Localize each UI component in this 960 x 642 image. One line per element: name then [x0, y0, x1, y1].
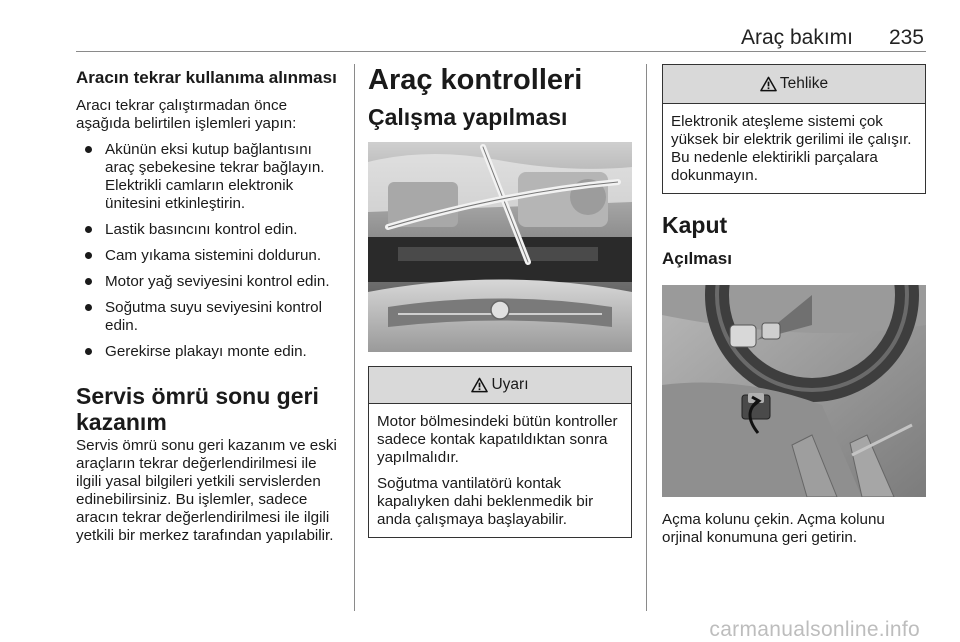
column-divider-right: [646, 64, 647, 611]
header-rule: [76, 51, 926, 52]
list-item: Akünün eksi kutup bağlantısını araç şebekesine tekrar bağlayın. Elektrikli camların elektronik ünitesini etkinleştirin.: [76, 141, 344, 213]
end-of-life-heading: Servis ömrü sonu geri kazanım: [76, 383, 319, 435]
warning-body: [369, 404, 631, 537]
list-item: Gerekirse plakayı monte edin.: [76, 343, 344, 361]
column-left: [76, 64, 344, 545]
reuse-heading: Aracın tekrar kullanıma alınması: [76, 68, 337, 87]
list-item: Cam yıkama sistemini doldurun.: [76, 247, 344, 265]
work-heading: Çalışma yapılması: [368, 104, 568, 130]
watermark: carmanualsonline.info: [709, 618, 920, 641]
danger-title: Tehlike: [779, 75, 829, 92]
warning-text-2: Soğutma vantilatörü kontak kapalıyken dahi beklenmedik bir anda çalışmaya başlayabilir.: [377, 475, 594, 528]
warning-header: [369, 367, 631, 404]
column-right: [662, 64, 926, 547]
warning-text-1: Motor bölmesindeki bütün kontroller sadece kontak kapatıldıktan sonra yapılmalıdır.: [377, 413, 618, 466]
opening-heading: Açılması: [662, 249, 732, 268]
page-header: [0, 0, 960, 52]
danger-header: [663, 65, 925, 104]
danger-box: [662, 64, 926, 194]
reuse-list: [76, 141, 344, 361]
vehicle-checks-heading: Araç kontrolleri: [368, 64, 583, 96]
hood-heading: Kaput: [662, 212, 728, 238]
list-item: Motor yağ seviyesini kontrol edin.: [76, 273, 344, 291]
danger-body: [663, 104, 925, 193]
page-number: 235: [888, 26, 924, 49]
engine-bay-photo: [368, 142, 632, 352]
section-title: Araç bakımı: [740, 26, 853, 49]
warning-title: Uyarı: [491, 376, 529, 393]
list-item: Lastik basıncını kontrol edin.: [76, 221, 344, 239]
end-of-life-text: Servis ömrü sonu geri kazanım ve eski araçların tekrar değerlendirilmesi ile ilgili yasal bilgileri yetkili servislerden edinebilirsiniz. Bu işlemler, sadece aracın tekrar değerlendirilmesi ile ilgili yetkili bir merkez tarafından yapılabilir.: [76, 437, 337, 544]
hood-release-photo: [662, 285, 926, 497]
warning-triangle-icon: [471, 377, 488, 393]
warning-triangle-icon: [760, 76, 777, 92]
column-middle: [368, 64, 632, 538]
column-divider-left: [354, 64, 355, 611]
hood-caption: Açma kolunu çekin. Açma kolunu orjinal konumuna geri getirin.: [662, 511, 885, 546]
list-item: Soğutma suyu seviyesini kontrol edin.: [76, 299, 344, 335]
reuse-intro: Aracı tekrar çalıştırmadan önce aşağıda belirtilen işlemleri yapın:: [76, 97, 297, 132]
warning-box: [368, 366, 632, 538]
danger-text: Elektronik ateşleme sistemi çok yüksek bir elektrik gerilimi ile çalışır. Bu nedenle elektirikli parçalara dokunmayın.: [671, 113, 912, 184]
